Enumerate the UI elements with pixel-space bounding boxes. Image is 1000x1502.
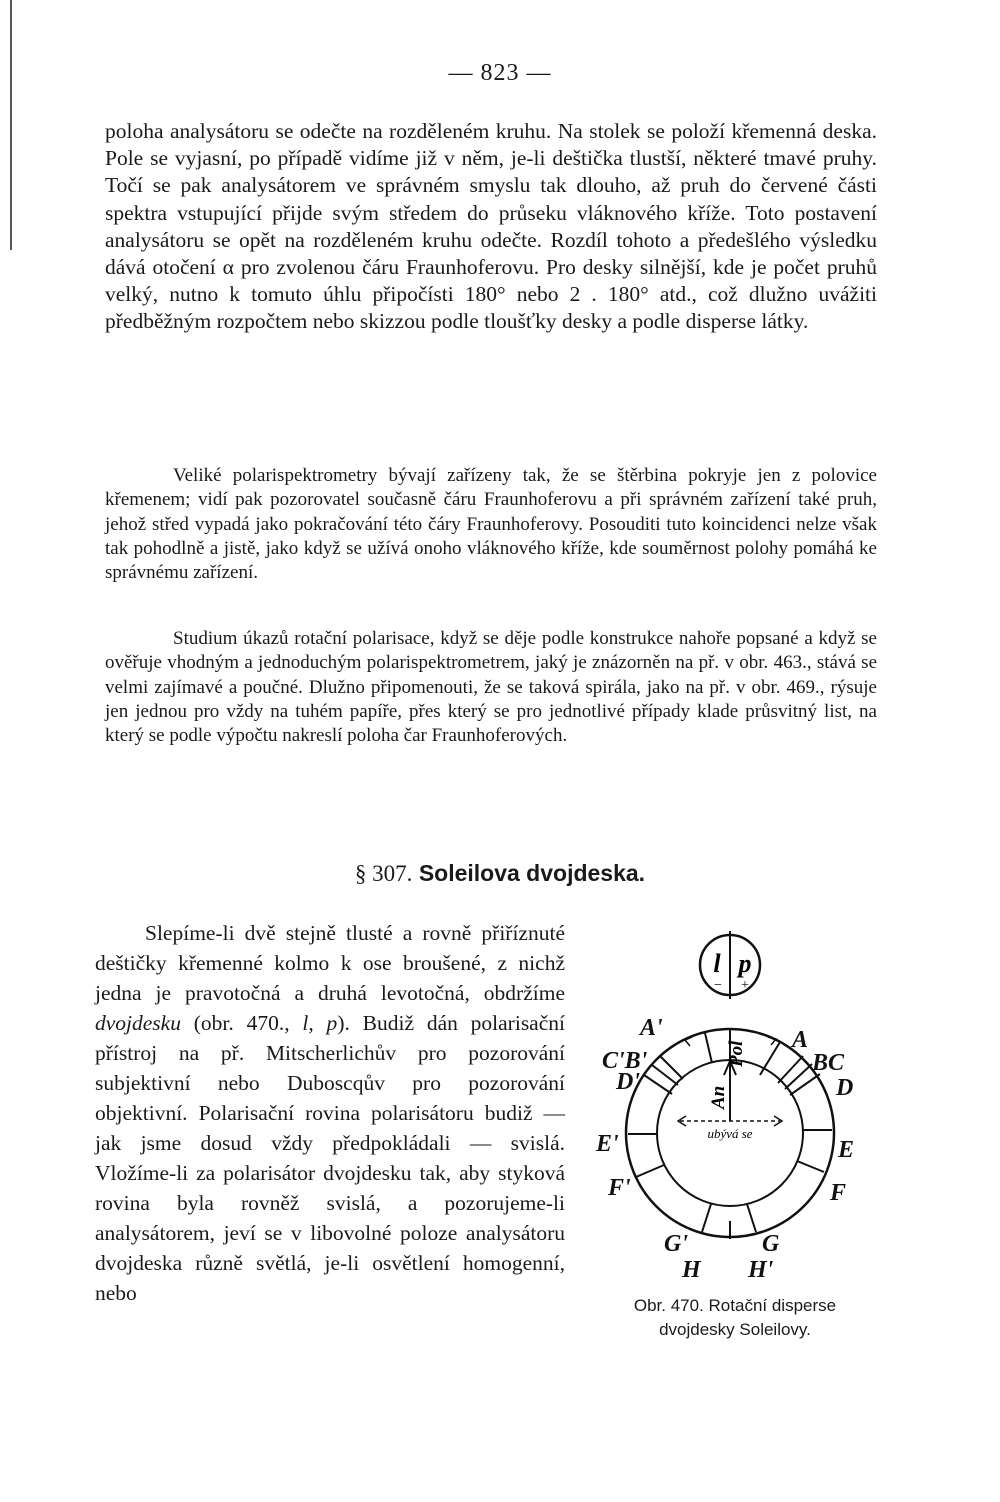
plate-left-label: l [713, 949, 721, 978]
label-D-prime: D' [616, 1069, 640, 1095]
analyzer-label: An [708, 1085, 729, 1109]
label-F-prime: F' [608, 1175, 631, 1201]
paragraph-4-symbols: l, p [302, 1011, 338, 1035]
paragraph-4 [95, 918, 565, 1308]
section-number: § 307. [354, 861, 413, 886]
paragraph-4-part-5: ). Budiž dán polarisační přístroj na př. Mitscherlichův pro pozorování subjektivní nebo Duboscqův pro pozorování objektivní. Polarisační rovina polarisátoru budiž — jak jsme dosud vždy předpokládali — svislá. Vložíme-li za polarisátor dvojdesku tak, aby styková rovina byla rovněž svislá, a pozorujeme-li analysátorem, jeví se v libovolné poloze analysátoru dvojdeska různě světlá, je-li osvětlení homogenní, nebo [95, 1011, 565, 1305]
label-E-prime: E' [596, 1131, 619, 1157]
paragraph-4-part-1: Slepíme-li dvě stejně tlusté a rovně přiříznuté deštičky křemenné kolmo k ose broušené, z nichž jedna je pravotočná a druhá levotočná, obdržíme [95, 921, 565, 1005]
page-number: — 823 — [448, 60, 552, 86]
page-edge-line [10, 0, 12, 250]
section-title: Soleilova dvojdeska. [418, 860, 646, 886]
label-A-prime: A' [640, 1015, 663, 1041]
plus-sign: + [741, 978, 749, 993]
label-G: G [762, 1231, 780, 1257]
label-F: F [830, 1180, 847, 1206]
label-BC: BC [812, 1050, 845, 1076]
figure-caption [585, 1294, 885, 1342]
paragraph-3: Studium úkazů rotační polarisace, když se děje podle konstrukce nahoře popsané a když se ověřuje vhodným a jednoduchým polarispektrometrem, jaký je znázorněn na př. v obr. 463., stává se velmi zajímavé a poučné. Dlužno připomenouti, že se taková spirála, jako na př. v obr. 469., rýsuje jen jednou pro vždy na tuhém papíře, přes který se pro jednotlivé případy klade průsvitný list, na který se podle výpočtu nakreslí poloha čar Fraunhoferových. [105, 628, 877, 747]
caption-line-2: dvojdesky Soleilovy. [659, 1320, 811, 1339]
inner-caption: ubývá se [707, 1126, 753, 1141]
label-G-prime: G' [664, 1231, 688, 1257]
label-D: D [836, 1075, 854, 1101]
label-H: H [682, 1257, 701, 1283]
caption-line-1: Obr. 470. Rotační disperse [633, 1296, 837, 1315]
minus-sign: − [714, 978, 722, 993]
paragraph-2: Veliké polarispektrometry bývají zařízeny tak, že se štěrbina pokryje jen z polovice křemenem; vidí pak pozorovatel současně čáru Fraunhoferovu a při správném zařízení také pruh, jehož střed vypadá jako pokračování této čáry Fraunhoferovy. Posouditi tuto koincidenci nelze však tak pohodlně a jistě, jako když se užívá onoho vláknového kříže, kde souměrnost polohy pomáhá ke správnému zařízení. [105, 465, 877, 584]
label-E: E [838, 1137, 855, 1163]
paragraph-4-term: dvojdesku [95, 1011, 181, 1035]
polarizer-label: Pol [726, 1040, 747, 1067]
paragraph-1: poloha analysátoru se odečte na rozděleném kruhu. Na stolek se položí křemenná deska. Pole se vyjasní, po případě vidíme již v něm, je-li deštička tlustší, některé tmavé pruhy. Točí se pak analysátorem ve správném smyslu tak dlouho, až pruh do červené části spektra vstupující přijde svým středem do průseku vláknového kříže. Toto postavení analysátoru se opět na rozděleném kruhu odečte. Rozdíl tohoto a předešlého výsledku dává otočení α pro zvolenou čáru Fraunhoferovu. Pro desky silnější, kde je počet pruhů velký, nutno k tomuto úhlu připočísti 180° nebo 2 . 180° atd., což dlužno uvážiti předběžným rozpočtem nebo skizzou podle tloušťky desky a podle disperse látky. [105, 119, 877, 334]
paragraph-4-part-3: (obr. 470., [180, 1011, 303, 1035]
label-H-prime: H' [748, 1257, 774, 1283]
plate-right-label: p [738, 949, 752, 978]
figure-470-rotation-dispersion [590, 925, 880, 1285]
double-plate-symbol [700, 931, 760, 999]
arc-arrow-right [768, 1037, 776, 1045]
label-CB-prime: C'B' [602, 1048, 648, 1074]
section-heading [0, 860, 1000, 887]
label-A: A [792, 1027, 809, 1053]
